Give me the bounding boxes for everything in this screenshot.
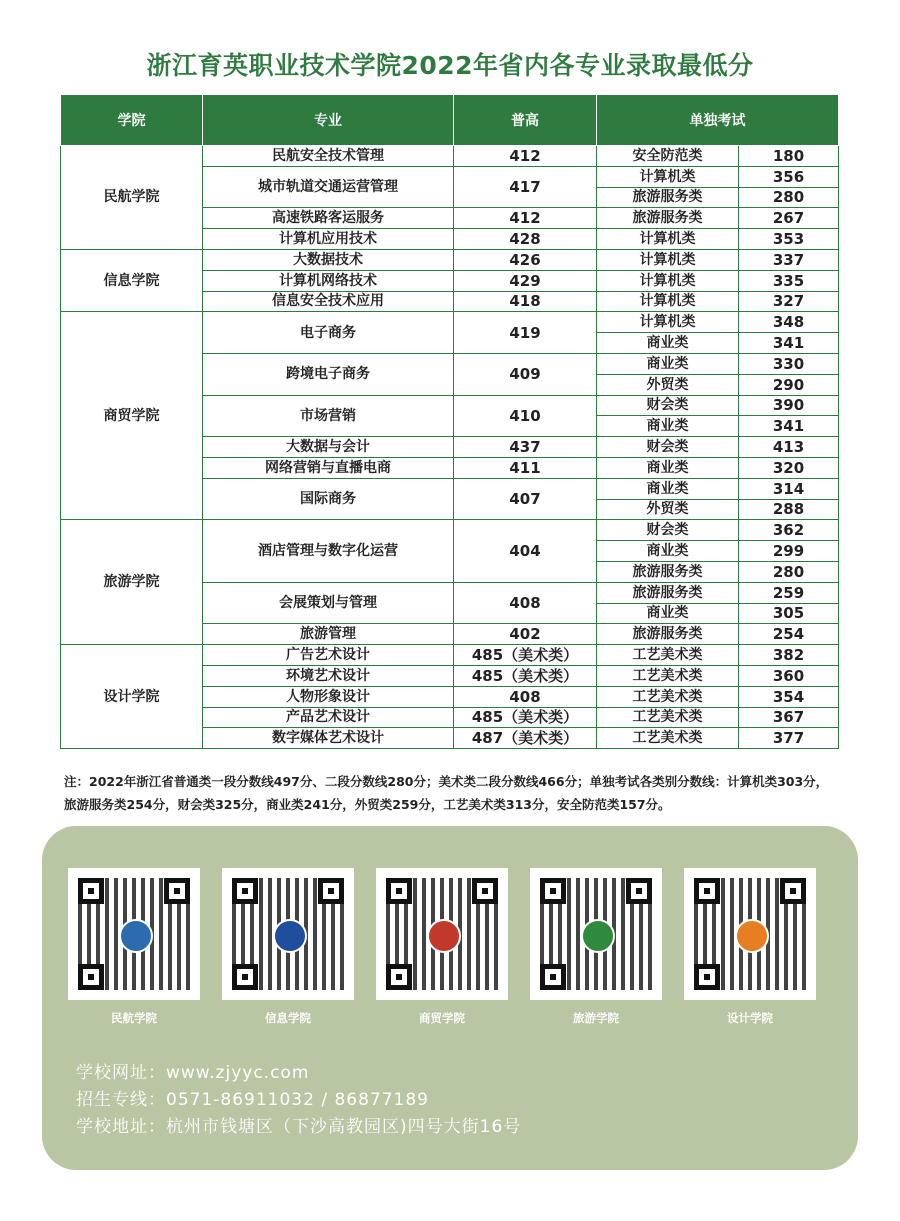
major-cell: 人物形象设计 [203, 686, 454, 707]
exam-type-cell: 商业类 [597, 457, 739, 478]
exam-score-cell: 330 [739, 353, 839, 374]
major-cell: 高速铁路客运服务 [203, 208, 454, 229]
exam-type-cell: 工艺美术类 [597, 707, 739, 728]
page-title: 浙江育英职业技术学院2022年省内各专业录取最低分 [146, 51, 754, 80]
admission-score-table [60, 94, 839, 749]
exam-score-cell: 267 [739, 208, 839, 229]
major-cell: 酒店管理与数字化运营 [203, 520, 454, 582]
college-logo-icon [119, 919, 153, 953]
qr-label: 旅游学院 [573, 1011, 619, 1025]
exam-type-cell: 计算机类 [597, 166, 739, 187]
major-cell: 城市轨道交通运营管理 [203, 166, 454, 208]
major-cell: 旅游管理 [203, 624, 454, 645]
pugao-score-cell: 412 [454, 146, 597, 167]
table-row [61, 520, 839, 541]
major-cell: 环境艺术设计 [203, 665, 454, 686]
major-cell: 跨境电子商务 [203, 353, 454, 395]
exam-score-cell: 382 [739, 645, 839, 666]
note-line-2: 旅游服务类254分，财会类325分，商业类241分，外贸类259分，工艺美术类313分，安全防范类157分。 [64, 797, 671, 812]
qr-finder-pattern [164, 878, 190, 904]
exam-score-cell: 314 [739, 478, 839, 499]
exam-score-cell: 341 [739, 333, 839, 354]
exam-type-cell: 计算机类 [597, 312, 739, 333]
qr-finder-pattern [540, 964, 566, 990]
pugao-score-cell: 419 [454, 312, 597, 354]
exam-score-cell: 353 [739, 229, 839, 250]
major-cell: 电子商务 [203, 312, 454, 354]
pugao-score-cell: 408 [454, 582, 597, 624]
exam-score-cell: 280 [739, 561, 839, 582]
exam-type-cell: 工艺美术类 [597, 728, 739, 749]
table-row [61, 645, 839, 666]
exam-type-cell: 外贸类 [597, 499, 739, 520]
pugao-score-cell: 404 [454, 520, 597, 582]
exam-score-cell: 413 [739, 437, 839, 458]
exam-type-cell: 计算机类 [597, 291, 739, 312]
exam-score-cell: 254 [739, 624, 839, 645]
exam-type-cell: 商业类 [597, 416, 739, 437]
exam-score-cell: 280 [739, 187, 839, 208]
major-cell: 网络营销与直播电商 [203, 457, 454, 478]
college-logo-icon [273, 919, 307, 953]
address-text: 学校地址：杭州市钱塘区（下沙高教园区)四号大街16号 [76, 1117, 522, 1137]
qr-finder-pattern [626, 878, 652, 904]
qr-label: 设计学院 [727, 1011, 773, 1025]
exam-type-cell: 计算机类 [597, 270, 739, 291]
phone-text: 招生专线：0571-86911032 / 86877189 [76, 1090, 429, 1110]
qr-code [684, 868, 816, 1000]
exam-score-cell: 305 [739, 603, 839, 624]
exam-score-cell: 377 [739, 728, 839, 749]
college-logo-icon [581, 919, 615, 953]
exam-score-cell: 362 [739, 520, 839, 541]
header-major: 专业 [203, 95, 454, 146]
qr-finder-pattern [78, 878, 104, 904]
qr-label: 商贸学院 [419, 1011, 465, 1025]
college-cell: 旅游学院 [61, 520, 203, 645]
major-cell: 计算机网络技术 [203, 270, 454, 291]
exam-type-cell: 商业类 [597, 353, 739, 374]
exam-score-cell: 327 [739, 291, 839, 312]
pugao-score-cell: 410 [454, 395, 597, 437]
pugao-score-cell: 408 [454, 686, 597, 707]
exam-type-cell: 计算机类 [597, 229, 739, 250]
qr-code [68, 868, 200, 1000]
qr-finder-pattern [694, 964, 720, 990]
exam-type-cell: 旅游服务类 [597, 208, 739, 229]
qr-label: 民航学院 [111, 1011, 157, 1025]
major-cell: 信息安全技术应用 [203, 291, 454, 312]
exam-score-cell: 348 [739, 312, 839, 333]
pugao-score-cell: 485（美术类） [454, 707, 597, 728]
college-cell: 信息学院 [61, 249, 203, 311]
major-cell: 大数据技术 [203, 249, 454, 270]
college-logo-icon [427, 919, 461, 953]
major-cell: 大数据与会计 [203, 437, 454, 458]
college-cell: 民航学院 [61, 146, 203, 250]
exam-type-cell: 工艺美术类 [597, 665, 739, 686]
exam-type-cell: 旅游服务类 [597, 624, 739, 645]
exam-type-cell: 财会类 [597, 520, 739, 541]
exam-type-cell: 旅游服务类 [597, 561, 739, 582]
qr-label: 信息学院 [265, 1011, 311, 1025]
qr-code [530, 868, 662, 1000]
major-cell: 民航安全技术管理 [203, 146, 454, 167]
qr-code [222, 868, 354, 1000]
pugao-score-cell: 485（美术类） [454, 645, 597, 666]
college-cell: 商贸学院 [61, 312, 203, 520]
website-text: 学校网址：www.zjyyc.com [76, 1063, 310, 1083]
pugao-score-cell: 412 [454, 208, 597, 229]
exam-score-cell: 320 [739, 457, 839, 478]
table-body [61, 146, 839, 749]
qr-finder-pattern [386, 878, 412, 904]
exam-type-cell: 旅游服务类 [597, 187, 739, 208]
exam-type-cell: 商业类 [597, 603, 739, 624]
score-note [64, 770, 854, 816]
pugao-score-cell: 429 [454, 270, 597, 291]
major-cell: 国际商务 [203, 478, 454, 520]
pugao-score-cell: 485（美术类） [454, 665, 597, 686]
major-cell: 计算机应用技术 [203, 229, 454, 250]
qr-finder-pattern [472, 878, 498, 904]
exam-score-cell: 290 [739, 374, 839, 395]
college-logo-icon [735, 919, 769, 953]
qr-finder-pattern [694, 878, 720, 904]
table-row [61, 146, 839, 167]
exam-type-cell: 安全防范类 [597, 146, 739, 167]
pugao-score-cell: 409 [454, 353, 597, 395]
exam-score-cell: 360 [739, 665, 839, 686]
exam-score-cell: 335 [739, 270, 839, 291]
qr-finder-pattern [232, 964, 258, 990]
exam-score-cell: 337 [739, 249, 839, 270]
pugao-score-cell: 402 [454, 624, 597, 645]
major-cell: 广告艺术设计 [203, 645, 454, 666]
exam-score-cell: 367 [739, 707, 839, 728]
major-cell: 会展策划与管理 [203, 582, 454, 624]
college-cell: 设计学院 [61, 645, 203, 749]
pugao-score-cell: 417 [454, 166, 597, 208]
exam-type-cell: 商业类 [597, 333, 739, 354]
exam-score-cell: 390 [739, 395, 839, 416]
header-pugao: 普高 [454, 95, 597, 146]
major-cell: 数字媒体艺术设计 [203, 728, 454, 749]
exam-score-cell: 354 [739, 686, 839, 707]
exam-type-cell: 商业类 [597, 478, 739, 499]
qr-finder-pattern [540, 878, 566, 904]
exam-score-cell: 180 [739, 146, 839, 167]
pugao-score-cell: 411 [454, 457, 597, 478]
note-line-1: 注：2022年浙江省普通类一段分数线497分、二段分数线280分；美术类二段分数线466分；单独考试各类别分数线：计算机类303分， [64, 774, 829, 789]
exam-score-cell: 288 [739, 499, 839, 520]
header-independent-exam: 单独考试 [597, 95, 839, 146]
exam-type-cell: 工艺美术类 [597, 645, 739, 666]
major-cell: 产品艺术设计 [203, 707, 454, 728]
major-cell: 市场营销 [203, 395, 454, 437]
table-row [61, 249, 839, 270]
pugao-score-cell: 437 [454, 437, 597, 458]
qr-finder-pattern [232, 878, 258, 904]
exam-score-cell: 259 [739, 582, 839, 603]
contact-panel [42, 826, 858, 1170]
table-row [61, 312, 839, 333]
exam-type-cell: 财会类 [597, 395, 739, 416]
table-header-row [61, 95, 839, 146]
qr-finder-pattern [318, 878, 344, 904]
exam-score-cell: 356 [739, 166, 839, 187]
exam-type-cell: 商业类 [597, 541, 739, 562]
pugao-score-cell: 426 [454, 249, 597, 270]
exam-score-cell: 299 [739, 541, 839, 562]
qr-finder-pattern [386, 964, 412, 990]
pugao-score-cell: 487（美术类） [454, 728, 597, 749]
qr-finder-pattern [780, 878, 806, 904]
exam-score-cell: 341 [739, 416, 839, 437]
header-college: 学院 [61, 95, 203, 146]
qr-code [376, 868, 508, 1000]
pugao-score-cell: 418 [454, 291, 597, 312]
pugao-score-cell: 428 [454, 229, 597, 250]
exam-type-cell: 旅游服务类 [597, 582, 739, 603]
exam-type-cell: 计算机类 [597, 249, 739, 270]
exam-type-cell: 外贸类 [597, 374, 739, 395]
exam-type-cell: 工艺美术类 [597, 686, 739, 707]
exam-type-cell: 财会类 [597, 437, 739, 458]
qr-finder-pattern [78, 964, 104, 990]
pugao-score-cell: 407 [454, 478, 597, 520]
